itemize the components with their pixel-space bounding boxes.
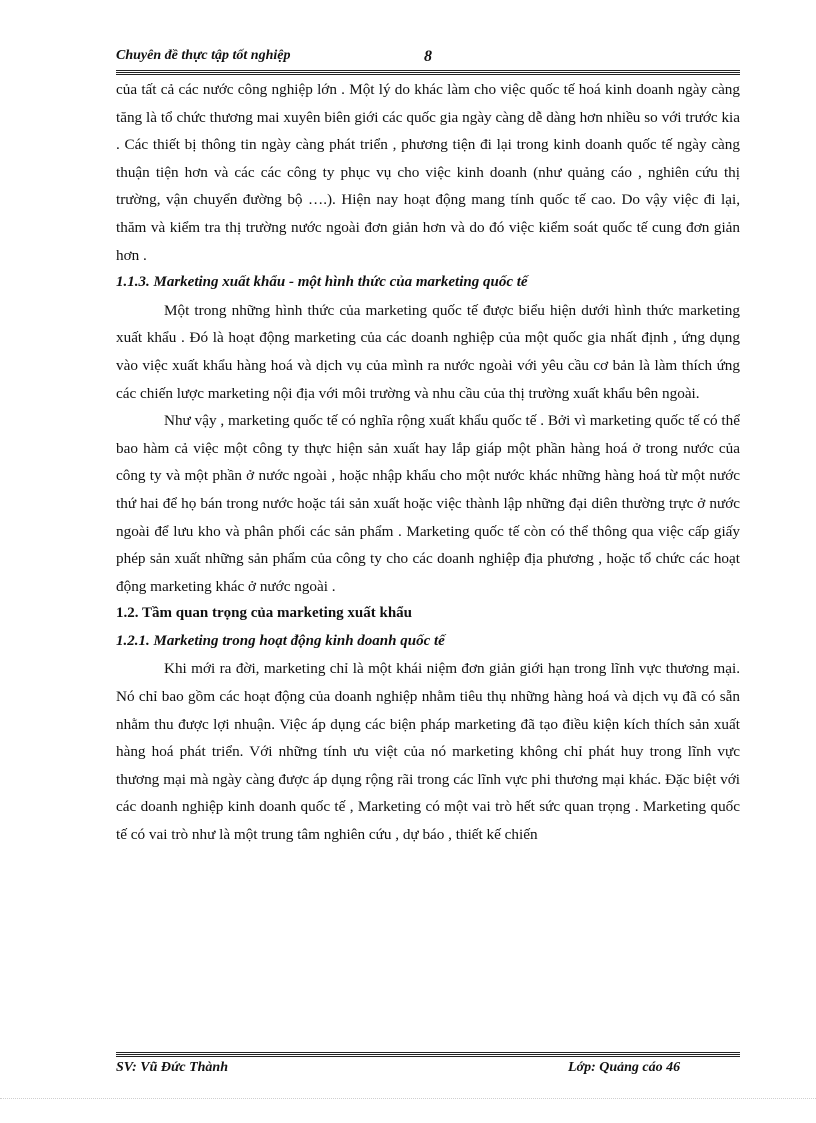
section-heading-1-1-3: 1.1.3. Marketing xuất khẩu - một hình thức của marketing quốc tế xyxy=(116,274,528,291)
footer-student: SV: Vũ Đức Thành xyxy=(116,1060,228,1075)
document-body xyxy=(116,76,740,849)
paragraph: Một trong những hình thức của marketing quốc tế được biểu hiện dưới hình thức marketing xuất khẩu . Đó là hoạt động marketing của các doanh nghiệp của một quốc gia nhất định , ứng dụng vào việc xuất khẩu hàng hoá và dịch vụ của mình ra nước ngoài với yêu cầu cơ bản là làm thích ứng các chiến lược marketing nội địa với môi trường và nhu cầu của thị trường xuất khẩu bên ngoài. xyxy=(116,301,740,402)
page-footer xyxy=(116,1060,740,1080)
header-rule xyxy=(116,70,740,75)
header-title: Chuyên đề thực tập tốt nghiệp xyxy=(116,48,291,63)
paragraph: Như vậy , marketing quốc tế có nghĩa rộng xuất khẩu quốc tế . Bởi vì marketing quốc tế có thể bao hàm cả việc một công ty thực hiện sản xuất hay lắp giáp một phần hàng hoá ở trong nước của công ty và một phần ở nước ngoài , hoặc nhập khẩu cho một nước khác những hàng hoá từ một nước thứ hai để họ bán trong nước hoặc tái sản xuất hoặc việc thành lập những đại diên thường trực ở nước ngoài để lưu kho và phân phối các sản phẩm . Marketing quốc tế còn có thể thông qua việc cấp giấy phép sản xuất những sản phẩm của công ty cho các doanh nghiệp địa phương , hoặc tổ chức các hoạt động marketing khác ở nước ngoài . xyxy=(116,412,740,595)
paragraph: Khi mới ra đời, marketing chỉ là một khái niệm đơn giản giới hạn trong lĩnh vực thương mại. Nó chỉ bao gồm các hoạt động của doanh nghiệp nhằm tiêu thụ những hàng hoá và dịch vụ đã có sẵn nhằm thu được lợi nhuận. Việc áp dụng các biện pháp marketing đã tạo điều kiện kích thích sản xuất hàng hoá phát triển. Với những tính ưu việt của nó marketing không chỉ phát huy trong lĩnh vực thương mại mà ngày càng được áp dụng rộng rãi trong các lĩnh vực phi thương mại khác. Đặc biệt với các doanh nghiệp kinh doanh quốc tế , Marketing có một vai trò hết sức quan trọng . Marketing quốc tế có vai trò như là một trung tâm nghiên cứu , dự báo , thiết kế chiến xyxy=(116,660,740,844)
section-heading-1-2-1: 1.2.1. Marketing trong hoạt động kinh doanh quốc tế xyxy=(116,632,445,649)
section-heading-1-2: 1.2. Tầm quan trọng của marketing xuất khẩu xyxy=(116,605,413,622)
page-number: 8 xyxy=(424,48,432,65)
paragraph: của tất cả các nước công nghiệp lớn . Một lý do khác làm cho việc quốc tế hoá kinh doanh ngày càng tăng là tổ chức thương mai xuyên biên giới các quốc gia ngày càng dễ dàng hơn nhiều so với trước kia . Các thiết bị thông tin ngày càng phát triển , phương tiện đi lại trong kinh doanh quốc tế ngày càng thuận tiện hơn và các các công ty phục vụ cho việc kinh doanh (như quảng cáo , nghiên cứu thị trường, vận chuyển đường bộ ….). Hiện nay hoạt động mang tính quốc tế cao. Do vậy việc đi lại, thăm và kiểm tra thị trường nước ngoài đơn giản hơn và do đó việc kiểm soát quốc tế cung đơn giản hơn . xyxy=(116,81,740,264)
page-edge-divider xyxy=(0,1098,816,1099)
footer-rule xyxy=(116,1052,740,1057)
footer-class: Lớp: Quảng cáo 46 xyxy=(568,1060,681,1075)
page-header xyxy=(116,48,740,68)
